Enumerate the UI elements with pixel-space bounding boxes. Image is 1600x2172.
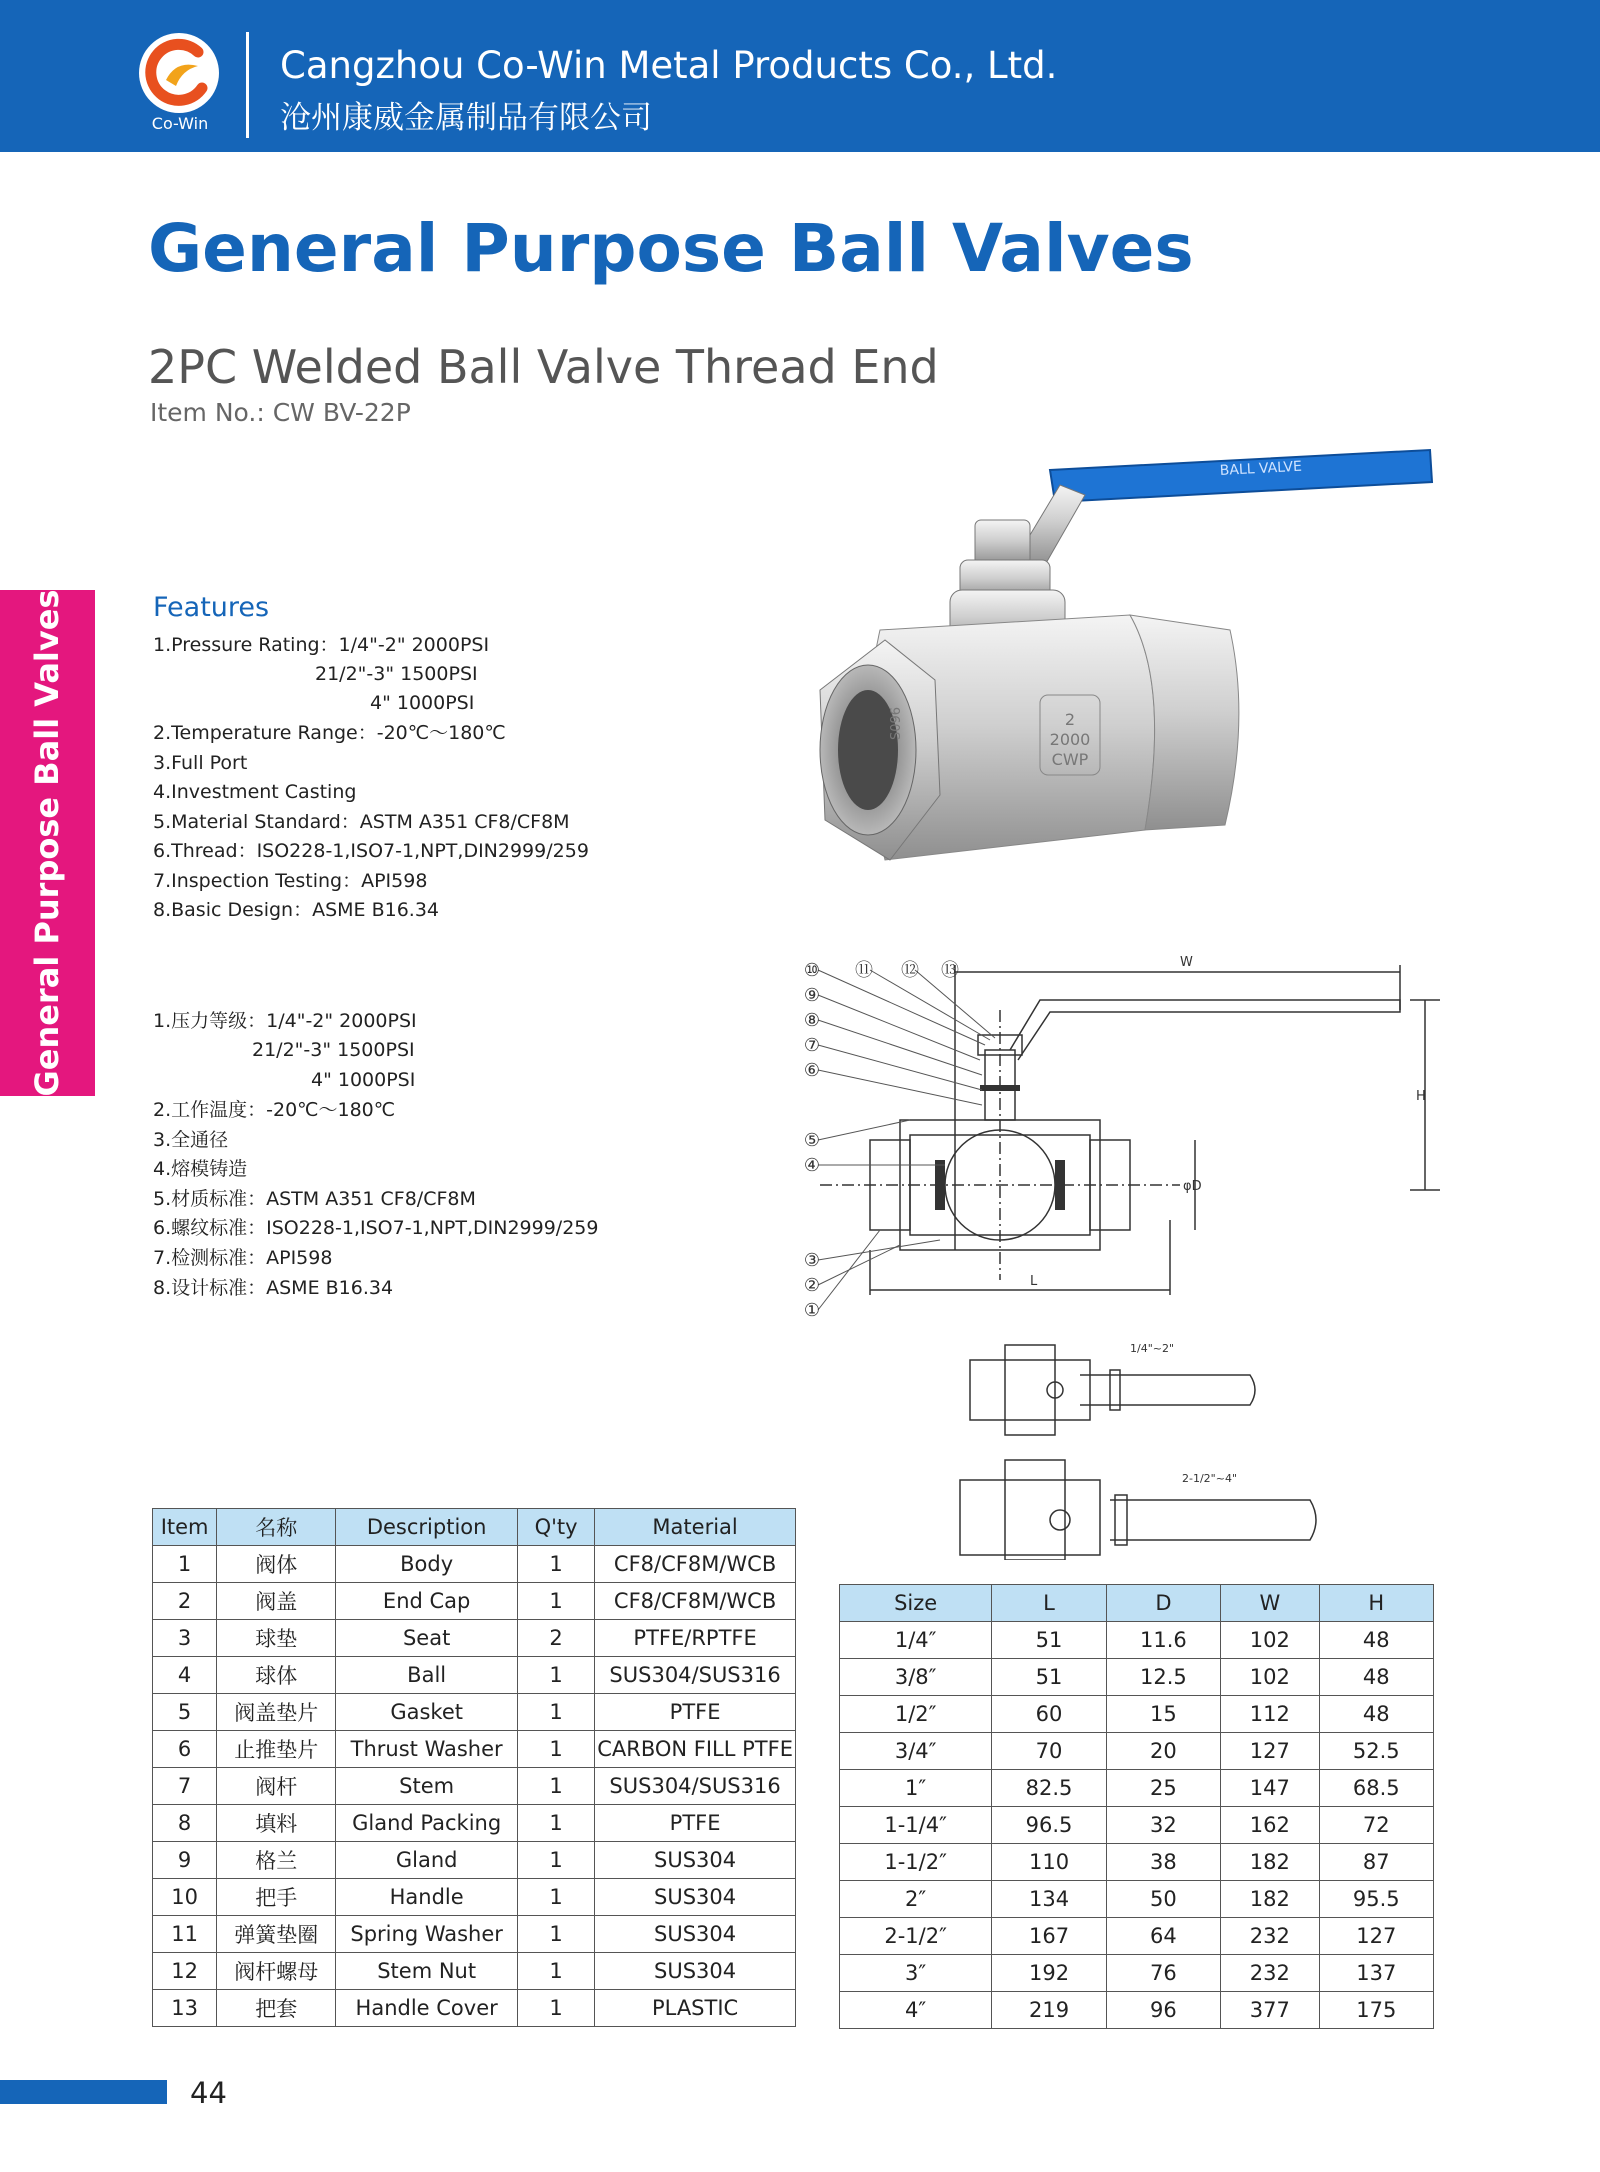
table-cell: 6 [153,1731,217,1768]
table-cell: 格兰 [217,1842,336,1879]
table-cell: 232 [1221,1955,1319,1992]
table-cell: 15 [1106,1696,1220,1733]
feature-cn-4: 4.熔模铸造 [153,1158,248,1180]
table-row [153,1768,796,1805]
table-cell: 把套 [217,1990,336,2027]
table-cell: 阀盖 [217,1583,336,1620]
feature-cn-6: 6.螺纹标准：ISO228-1,ISO7-1,NPT,DIN2999/259 [153,1217,599,1239]
table-cell: PLASTIC [595,1990,796,2027]
table-cell: 球体 [217,1657,336,1694]
table-cell: 1 [517,1657,594,1694]
table-cell: 96 [1106,1992,1220,2029]
table-cell: 50 [1106,1881,1220,1918]
feature-en-5: 5.Material Standard：ASTM A351 CF8/CF8M [153,811,570,833]
table-cell: 1 [517,1768,594,1805]
table-cell: 1 [517,1916,594,1953]
parts-table-header [153,1509,796,1546]
feature-cn-5: 5.材质标准：ASTM A351 CF8/CF8M [153,1188,476,1210]
table-cell: 52.5 [1319,1733,1433,1770]
table-row [153,1805,796,1842]
table-cell: 11.6 [1106,1622,1220,1659]
table-row [840,1807,1434,1844]
col-l: L [992,1585,1106,1622]
callout-13: ⑬ [941,960,959,981]
table-cell: 4 [153,1657,217,1694]
feature-cn-1: 1.压力等级：1/4"-2" 2000PSI [153,1010,417,1032]
table-cell: SUS304 [595,1916,796,1953]
callout-5: ⑤ [803,1130,821,1151]
table-row [840,1918,1434,1955]
table-row [840,1881,1434,1918]
table-cell: 182 [1221,1844,1319,1881]
table-cell: 阀盖垫片 [217,1694,336,1731]
table-row [153,1694,796,1731]
table-cell: SUS304/SUS316 [595,1657,796,1694]
col-qty: Q'ty [517,1509,594,1546]
table-cell: 1 [517,1731,594,1768]
table-row [153,1583,796,1620]
table-row [153,1620,796,1657]
valve-marking-cwp: CWP [1051,750,1089,769]
table-cell: 2-1/2″ [840,1918,992,1955]
table-cell: 82.5 [992,1770,1106,1807]
table-cell: CF8/CF8M/WCB [595,1546,796,1583]
handle-marking: BALL VALVE [1219,458,1303,479]
table-cell: 阀杆 [217,1768,336,1805]
callout-7: ⑦ [803,1035,821,1056]
table-cell: 3/8″ [840,1659,992,1696]
table-cell: 162 [1221,1807,1319,1844]
table-cell: 1″ [840,1770,992,1807]
features-title: Features [153,592,270,623]
table-cell: 232 [1221,1918,1319,1955]
callout-10: ⑩ [803,960,821,981]
table-cell: Handle Cover [336,1990,518,2027]
table-cell: Gland Packing [336,1805,518,1842]
table-cell: 9 [153,1842,217,1879]
col-description: Description [336,1509,518,1546]
table-cell: 175 [1319,1992,1433,2029]
page-title: General Purpose Ball Valves [148,210,1194,287]
callout-3: ③ [803,1250,821,1271]
table-cell: 3″ [840,1955,992,1992]
table-cell: 2 [517,1620,594,1657]
table-cell: 10 [153,1879,217,1916]
header-divider [246,32,249,138]
table-cell: 2″ [840,1881,992,1918]
table-cell: 1 [517,1805,594,1842]
callout-12: ⑫ [901,960,919,981]
co-win-logo-icon [136,30,222,116]
callout-4: ④ [803,1155,821,1176]
table-cell: 阀体 [217,1546,336,1583]
table-cell: 110 [992,1844,1106,1881]
table-cell: 1 [153,1546,217,1583]
table-row [840,1622,1434,1659]
table-row [840,1733,1434,1770]
table-cell: 1-1/4″ [840,1807,992,1844]
section-side-tab [0,590,95,1096]
table-cell: 96.5 [992,1807,1106,1844]
table-row [153,1731,796,1768]
table-cell: 1/2″ [840,1696,992,1733]
table-row [840,1770,1434,1807]
page-header [0,0,1600,152]
table-cell: 48 [1319,1622,1433,1659]
table-cell: 5 [153,1694,217,1731]
table-cell: 1/4″ [840,1622,992,1659]
table-cell: 147 [1221,1770,1319,1807]
table-cell: SUS304/SUS316 [595,1768,796,1805]
table-cell: 1 [517,1842,594,1879]
col-material: Material [595,1509,796,1546]
table-row [153,1657,796,1694]
table-cell: Ball [336,1657,518,1694]
feature-en-6: 6.Thread：ISO228-1,ISO7-1,NPT,DIN2999/259 [153,840,589,862]
table-cell: Gland [336,1842,518,1879]
table-cell: 止推垫片 [217,1731,336,1768]
feature-en-8: 8.Basic Design：ASME B16.34 [153,899,439,921]
table-cell: 102 [1221,1659,1319,1696]
size-table-header [840,1585,1434,1622]
table-cell: 377 [1221,1992,1319,2029]
table-cell: SUS304 [595,1842,796,1879]
table-cell: 12 [153,1953,217,1990]
table-row [840,1659,1434,1696]
handle-variants-drawing [950,1330,1350,1560]
page-number: 44 [190,2076,227,2110]
product-subtitle: 2PC Welded Ball Valve Thread End [148,340,939,394]
large-size-label: 2-1/2"~4" [1182,1472,1238,1485]
table-cell: 64 [1106,1918,1220,1955]
table-cell: 1 [517,1583,594,1620]
dimension-h: H [1416,1089,1426,1104]
callout-2: ② [803,1275,821,1296]
table-cell: 51 [992,1659,1106,1696]
table-cell: 48 [1319,1696,1433,1733]
col-name-cn: 名称 [217,1509,336,1546]
feature-en-7: 7.Inspection Testing：API598 [153,870,428,892]
feature-cn-8: 8.设计标准：ASME B16.34 [153,1277,394,1299]
footer-bar [0,2080,167,2104]
table-cell: 112 [1221,1696,1319,1733]
table-cell: Handle [336,1879,518,1916]
table-cell: SUS304 [595,1879,796,1916]
table-row [840,1992,1434,2029]
table-row [153,1990,796,2027]
table-cell: 1 [517,1694,594,1731]
table-cell: 20 [1106,1733,1220,1770]
table-row [153,1953,796,1990]
feature-en-4: 4.Investment Casting [153,781,357,803]
table-cell: Thrust Washer [336,1731,518,1768]
feature-en-1b: 21/2"-3" 1500PSI [315,663,478,685]
parts-table [152,1508,796,2027]
company-name-cn: 沧州康威金属制品有限公司 [280,100,652,136]
valve-marking-pressure: 2000 [1049,730,1091,749]
callout-1: ① [803,1300,821,1321]
table-cell: 弹簧垫圈 [217,1916,336,1953]
table-cell: CARBON FILL PTFE [595,1731,796,1768]
table-cell: Body [336,1546,518,1583]
table-cell: Stem Nut [336,1953,518,1990]
table-cell: 95.5 [1319,1881,1433,1918]
table-cell: 3/4″ [840,1733,992,1770]
table-cell: PTFE [595,1805,796,1842]
feature-cn-1b: 21/2"-3" 1500PSI [252,1039,415,1061]
table-cell: 72 [1319,1807,1433,1844]
valve-marking-size: 2 [1064,710,1076,729]
col-size: Size [840,1585,992,1622]
table-cell: 7 [153,1768,217,1805]
table-cell: 8 [153,1805,217,1842]
dimension-d: φD [1183,1179,1202,1194]
table-cell: 3 [153,1620,217,1657]
ball-valve-photo [800,440,1440,890]
col-d: D [1106,1585,1220,1622]
table-cell: PTFE [595,1694,796,1731]
table-cell: 70 [992,1733,1106,1770]
table-cell: Spring Washer [336,1916,518,1953]
callout-6: ⑥ [803,1060,821,1081]
table-cell: 134 [992,1881,1106,1918]
table-row [153,1916,796,1953]
table-cell: 把手 [217,1879,336,1916]
table-cell: CF8/CF8M/WCB [595,1583,796,1620]
table-cell: 1-1/2″ [840,1844,992,1881]
table-cell: 38 [1106,1844,1220,1881]
table-cell: 127 [1319,1918,1433,1955]
table-row [840,1844,1434,1881]
table-cell: 13 [153,1990,217,2027]
feature-cn-3: 3.全通径 [153,1129,229,1151]
callout-9: ⑨ [803,985,821,1006]
callout-11: ⑪ [855,960,873,981]
feature-en-1c: 4" 1000PSI [370,692,475,714]
table-cell: 167 [992,1918,1106,1955]
cross-section-drawing [800,950,1440,1330]
table-cell: 1 [517,1990,594,2027]
table-cell: 32 [1106,1807,1220,1844]
dimension-w: W [1180,955,1193,970]
item-number: Item No.: CW BV-22P [150,398,411,427]
table-cell: 1 [517,1953,594,1990]
side-tab-label: General Purpose Ball Valves [28,589,66,1097]
table-cell: 2 [153,1583,217,1620]
table-cell: 填料 [217,1805,336,1842]
company-name-en: Cangzhou Co-Win Metal Products Co., Ltd. [280,44,1058,87]
table-cell: 102 [1221,1622,1319,1659]
table-cell: 137 [1319,1955,1433,1992]
table-cell: 球垫 [217,1620,336,1657]
table-cell: End Cap [336,1583,518,1620]
col-item: Item [153,1509,217,1546]
small-size-label: 1/4"~2" [1130,1342,1175,1355]
feature-cn-7: 7.检测标准：API598 [153,1247,333,1269]
feature-en-1: 1.Pressure Rating：1/4"-2" 2000PSI [153,634,490,656]
table-cell: 11 [153,1916,217,1953]
table-cell: 60 [992,1696,1106,1733]
table-cell: 219 [992,1992,1106,2029]
col-w: W [1221,1585,1319,1622]
table-cell: 12.5 [1106,1659,1220,1696]
feature-cn-1c: 4" 1000PSI [311,1069,416,1091]
logo-text: Co-Win [151,114,209,133]
table-cell: 68.5 [1319,1770,1433,1807]
table-cell: 1 [517,1546,594,1583]
table-row [153,1842,796,1879]
valve-marking-side: S096 [889,706,904,740]
col-h: H [1319,1585,1433,1622]
feature-cn-2: 2.工作温度：-20℃～180℃ [153,1099,396,1121]
table-cell: Gasket [336,1694,518,1731]
table-cell: 76 [1106,1955,1220,1992]
table-cell: 48 [1319,1659,1433,1696]
table-cell: 4″ [840,1992,992,2029]
table-row [153,1546,796,1583]
table-cell: SUS304 [595,1953,796,1990]
size-table [839,1584,1434,2029]
table-cell: 51 [992,1622,1106,1659]
table-cell: 1 [517,1879,594,1916]
table-cell: Seat [336,1620,518,1657]
callout-8: ⑧ [803,1010,821,1031]
table-row [840,1955,1434,1992]
table-cell: PTFE/RPTFE [595,1620,796,1657]
table-cell: 127 [1221,1733,1319,1770]
table-row [840,1696,1434,1733]
table-cell: Stem [336,1768,518,1805]
table-row [153,1879,796,1916]
feature-en-2: 2.Temperature Range：-20℃～180℃ [153,722,506,744]
table-cell: 阀杆螺母 [217,1953,336,1990]
feature-en-3: 3.Full Port [153,752,248,774]
table-cell: 192 [992,1955,1106,1992]
table-cell: 182 [1221,1881,1319,1918]
table-cell: 87 [1319,1844,1433,1881]
table-cell: 25 [1106,1770,1220,1807]
dimension-l: L [1030,1274,1038,1289]
